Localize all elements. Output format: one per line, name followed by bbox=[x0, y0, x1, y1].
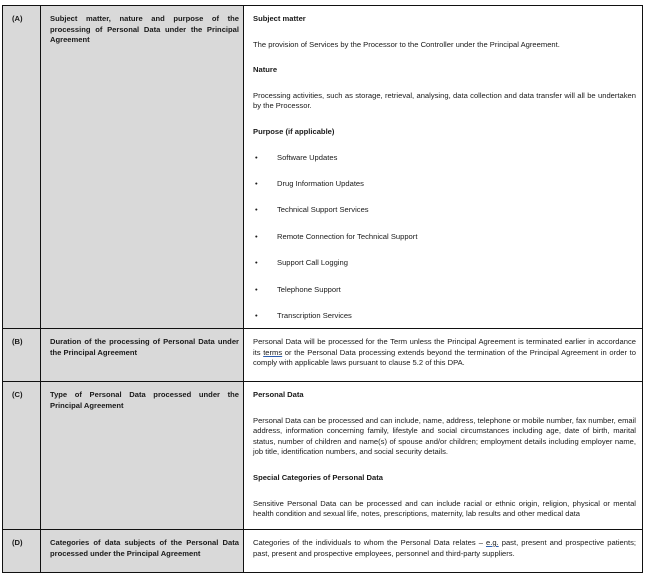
row-label-duration: Duration of the processing of Personal Data under the Principal Agreement bbox=[41, 329, 244, 382]
list-item bbox=[253, 153, 636, 164]
list-item-text: Telephone Support bbox=[277, 284, 341, 294]
personal-data-text: Personal Data can be processed and can include, name, address, telephone or mobile number, fax number, email address, information concerning family, lifestyle and social circumstances including age, date of birth, marital status, number of children and name(s) of spouse and/or children; employment details including employer name, job title, identification numbers, and social security details. bbox=[253, 415, 636, 457]
table-row-c bbox=[3, 382, 643, 530]
special-categories-text: Sensitive Personal Data can be processed and can include racial or ethnic origin, religion, physical or mental health condition and sexual life, notes, prescriptions, maternity, lab results and other medical data bbox=[253, 498, 636, 519]
dpa-schedule-table bbox=[2, 5, 643, 573]
row-letter: (D) bbox=[3, 530, 41, 573]
subject-matter-text: The provision of Services by the Processor to the Controller under the Principal Agreement. bbox=[253, 39, 560, 49]
row-content-subject-matter bbox=[244, 6, 643, 329]
purpose-list bbox=[253, 153, 636, 322]
bullet-icon: • bbox=[255, 231, 258, 241]
data-subjects-text-part: past, present and prospective patients; past, present and prospective employees, personnel and third-party suppliers. bbox=[253, 538, 636, 558]
table-row-a bbox=[3, 6, 643, 329]
row-content-duration bbox=[244, 329, 643, 382]
row-letter: (A) bbox=[3, 6, 41, 329]
list-item bbox=[253, 179, 636, 190]
duration-text-part: or the Personal Data processing extends beyond the termination of the Principal Agreement in order to comply with applicable laws pursuant to clause 5.2 of this DPA. bbox=[253, 347, 636, 368]
duration-text bbox=[253, 337, 636, 369]
bullet-icon: • bbox=[255, 205, 258, 215]
list-item bbox=[253, 258, 636, 269]
bullet-icon: • bbox=[255, 310, 258, 320]
bullet-icon: • bbox=[255, 284, 258, 294]
nature-heading: Nature bbox=[253, 65, 278, 75]
list-item-text: Drug Information Updates bbox=[277, 178, 364, 188]
row-label-data-type: Type of Personal Data processed under the Principal Agreement bbox=[41, 382, 244, 530]
data-subjects-text bbox=[253, 538, 636, 559]
personal-data-heading: Personal Data bbox=[253, 390, 304, 399]
nature-text: Processing activities, such as storage, retrieval, analysing, data collection and data transfer will all be undertaken by the Processor. bbox=[253, 90, 636, 111]
row-letter: (B) bbox=[3, 329, 41, 382]
list-item-text: Support Call Logging bbox=[277, 258, 348, 268]
row-letter: (C) bbox=[3, 382, 41, 530]
row-content-data-type bbox=[244, 382, 643, 530]
bullet-icon: • bbox=[255, 258, 258, 268]
eg-link[interactable]: e.g. bbox=[485, 538, 499, 547]
list-item bbox=[253, 311, 636, 322]
list-item bbox=[253, 232, 636, 243]
row-label-data-subjects: Categories of data subjects of the Personal Data processed under the Principal Agreement bbox=[41, 530, 244, 573]
data-subjects-text-part: Categories of the individuals to whom the Personal Data relates – bbox=[253, 538, 486, 547]
special-categories-heading: Special Categories of Personal Data bbox=[253, 472, 383, 482]
list-item-text: Technical Support Services bbox=[277, 205, 369, 215]
list-item-text: Transcription Services bbox=[277, 310, 352, 320]
bullet-icon: • bbox=[255, 152, 258, 162]
table-row-b bbox=[3, 329, 643, 382]
bullet-icon: • bbox=[255, 178, 258, 188]
purpose-heading: Purpose (if applicable) bbox=[253, 126, 335, 136]
table-row-d bbox=[3, 530, 643, 573]
list-item bbox=[253, 285, 636, 296]
list-item-text: Software Updates bbox=[277, 152, 338, 162]
list-item bbox=[253, 205, 636, 216]
duration-text-part: Personal Data will be processed for the Term unless the Principal Agreement is terminated earlier in accordance its bbox=[253, 337, 636, 357]
row-content-data-subjects bbox=[244, 530, 643, 573]
subject-matter-heading: Subject matter bbox=[253, 14, 306, 23]
list-item-text: Remote Connection for Technical Support bbox=[277, 231, 418, 241]
row-label-subject-matter: Subject matter, nature and purpose of the processing of Personal Data under the Principal Agreement bbox=[41, 6, 244, 329]
terms-link[interactable]: terms bbox=[263, 347, 283, 357]
